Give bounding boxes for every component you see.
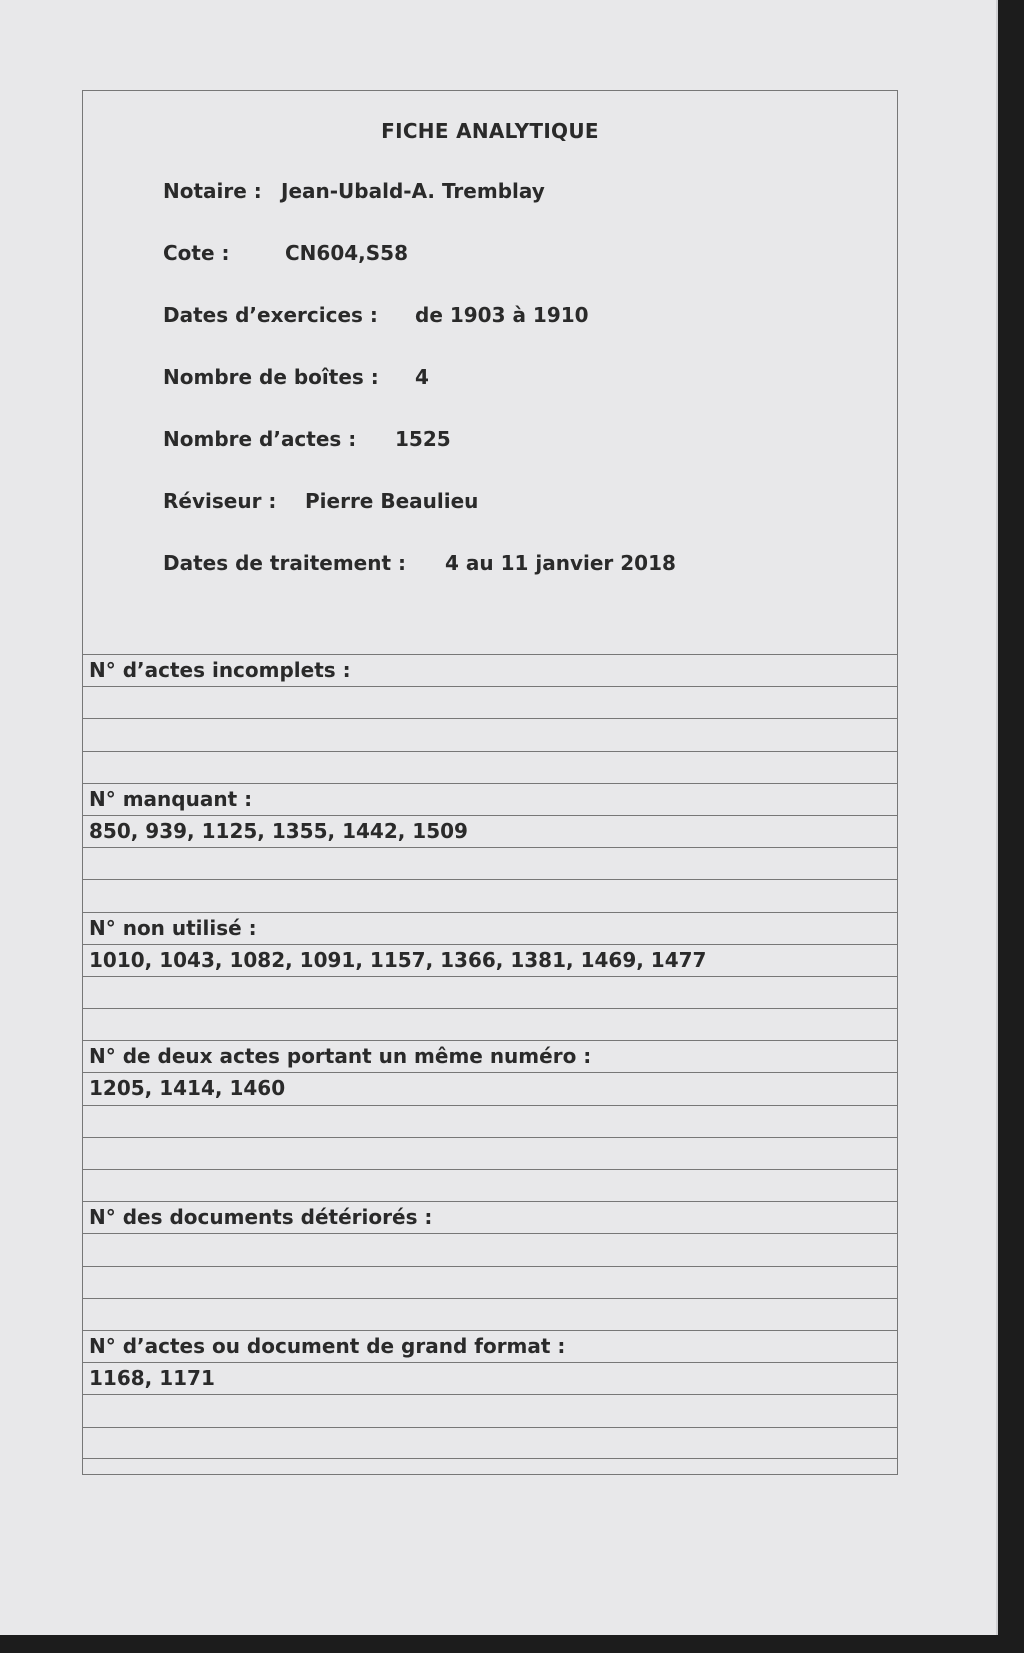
lined-sections [83, 654, 897, 1474]
field-value: 4 [415, 365, 429, 389]
blank-line [83, 1137, 897, 1169]
section-heading-grand-format: N° d’actes ou document de grand format : [83, 1330, 897, 1362]
field-label: Nombre de boîtes : [163, 365, 379, 389]
section-heading-deteriores: N° des documents détériorés : [83, 1201, 897, 1233]
field-label: Dates de traitement : [163, 551, 406, 575]
section-value-deteriores [83, 1233, 897, 1265]
field-label: Dates d’exercices : [163, 303, 378, 327]
blank-line [83, 1427, 897, 1459]
blank-line [83, 879, 897, 911]
section-value-non-utilise: 1010, 1043, 1082, 1091, 1157, 1366, 1381, 1469, 1477 [83, 944, 897, 976]
field-value: de 1903 à 1910 [415, 303, 589, 327]
field-value: 4 au 11 janvier 2018 [445, 551, 676, 575]
section-heading-incomplets: N° d’actes incomplets : [83, 654, 897, 686]
field-label: Réviseur : [163, 489, 277, 513]
blank-line [83, 1394, 897, 1426]
blank-line [83, 976, 897, 1008]
field-label: Nombre d’actes : [163, 427, 357, 451]
blank-line [83, 847, 897, 879]
field-value: Jean-Ubald-A. Tremblay [281, 179, 545, 203]
blank-line [83, 1169, 897, 1201]
field-notaire [163, 179, 545, 203]
field-nombre-boites [163, 365, 429, 389]
field-nombre-actes [163, 427, 451, 451]
section-value-grand-format: 1168, 1171 [83, 1362, 897, 1394]
section-heading-non-utilise: N° non utilisé : [83, 912, 897, 944]
field-label: Cote : [163, 241, 230, 265]
field-cote [163, 241, 408, 265]
blank-line [83, 1008, 897, 1040]
field-value: 1525 [395, 427, 451, 451]
blank-line [83, 751, 897, 783]
blank-line [83, 1298, 897, 1330]
section-value-meme-numero: 1205, 1414, 1460 [83, 1072, 897, 1104]
section-value-manquant: 850, 939, 1125, 1355, 1442, 1509 [83, 815, 897, 847]
field-reviseur [163, 489, 478, 513]
field-dates-exercices [163, 303, 589, 327]
section-heading-manquant: N° manquant : [83, 783, 897, 815]
section-heading-meme-numero: N° de deux actes portant un même numéro : [83, 1040, 897, 1072]
blank-line [83, 1266, 897, 1298]
section-value-incomplets [83, 686, 897, 718]
blank-line [83, 718, 897, 750]
field-value: Pierre Beaulieu [305, 489, 479, 513]
blank-line [83, 1105, 897, 1137]
form-title: FICHE ANALYTIQUE [381, 119, 599, 143]
analytic-form [82, 90, 898, 1475]
field-dates-traitement [163, 551, 676, 575]
field-label: Notaire : [163, 179, 262, 203]
field-value: CN604,S58 [285, 241, 408, 265]
